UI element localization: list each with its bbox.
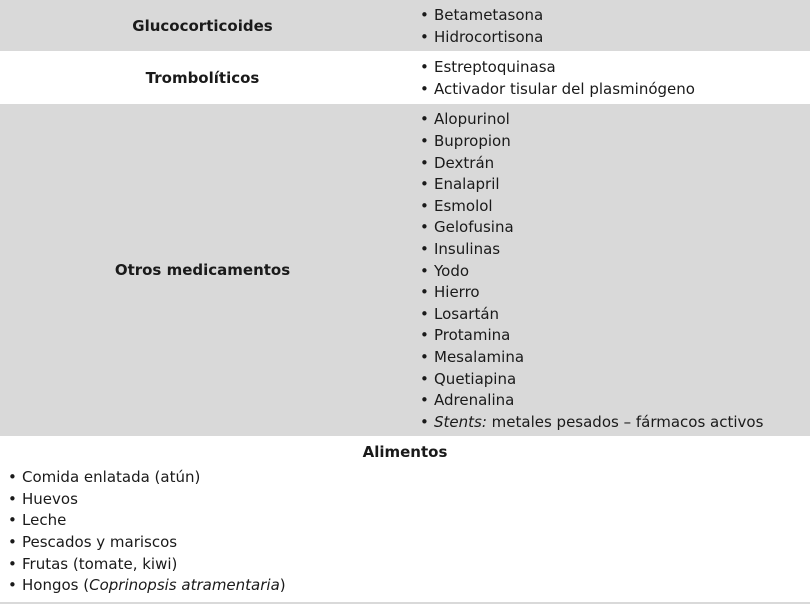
item-list [405,0,810,51]
list-item: • Hidrocortisona [420,27,810,49]
hongos-species: Coprinopsis atramentaria [89,576,280,595]
stents-label: Stents: [434,412,487,431]
food-list [0,463,810,597]
list-item: • Comida enlatada (atún) [8,467,810,489]
row-otros-medicamentos [0,104,810,437]
list-item: • Protamina [420,325,810,347]
category-label: Otros medicamentos [114,261,291,280]
list-item: • Gelofusina [420,217,810,239]
list-item-stents [420,412,810,434]
row-tromboliticos [0,52,810,104]
list-item: • Mesalamina [420,347,810,369]
food-header: Alimentos [362,443,448,462]
list-item: • Losartán [420,304,810,326]
list-item: • Dextrán [420,153,810,175]
list-item: • Enalapril [420,174,810,196]
hongos-suffix: ) [279,576,286,595]
list-item: • Bupropion [420,131,810,153]
stents-text: metales pesados – fármacos activos [486,412,764,431]
list-item: • Leche [8,510,810,532]
food-section [0,437,810,597]
list-item: • Pescados y mariscos [8,532,810,554]
list-item-hongos [8,575,810,597]
list-item: • Activador tisular del plasminógeno [420,79,810,101]
list-item: • Estreptoquinasa [420,57,810,79]
list-item: • Insulinas [420,239,810,261]
list-item: • Quetiapina [420,369,810,391]
category-label: Glucocorticoides [132,16,273,35]
list-item: • Yodo [420,261,810,283]
list-item: • Adrenalina [420,390,810,412]
item-list [405,52,810,103]
hongos-prefix: Hongos ( [22,576,90,595]
list-item: • Betametasona [420,5,810,27]
category-label: Trombolíticos [145,68,260,87]
list-item: • Alopurinol [420,109,810,131]
list-item: • Frutas (tomate, kiwi) [8,554,810,576]
item-list [405,104,810,436]
list-item: • Huevos [8,489,810,511]
list-item: • Esmolol [420,196,810,218]
row-glucocorticoides [0,0,810,52]
list-item: • Hierro [420,282,810,304]
